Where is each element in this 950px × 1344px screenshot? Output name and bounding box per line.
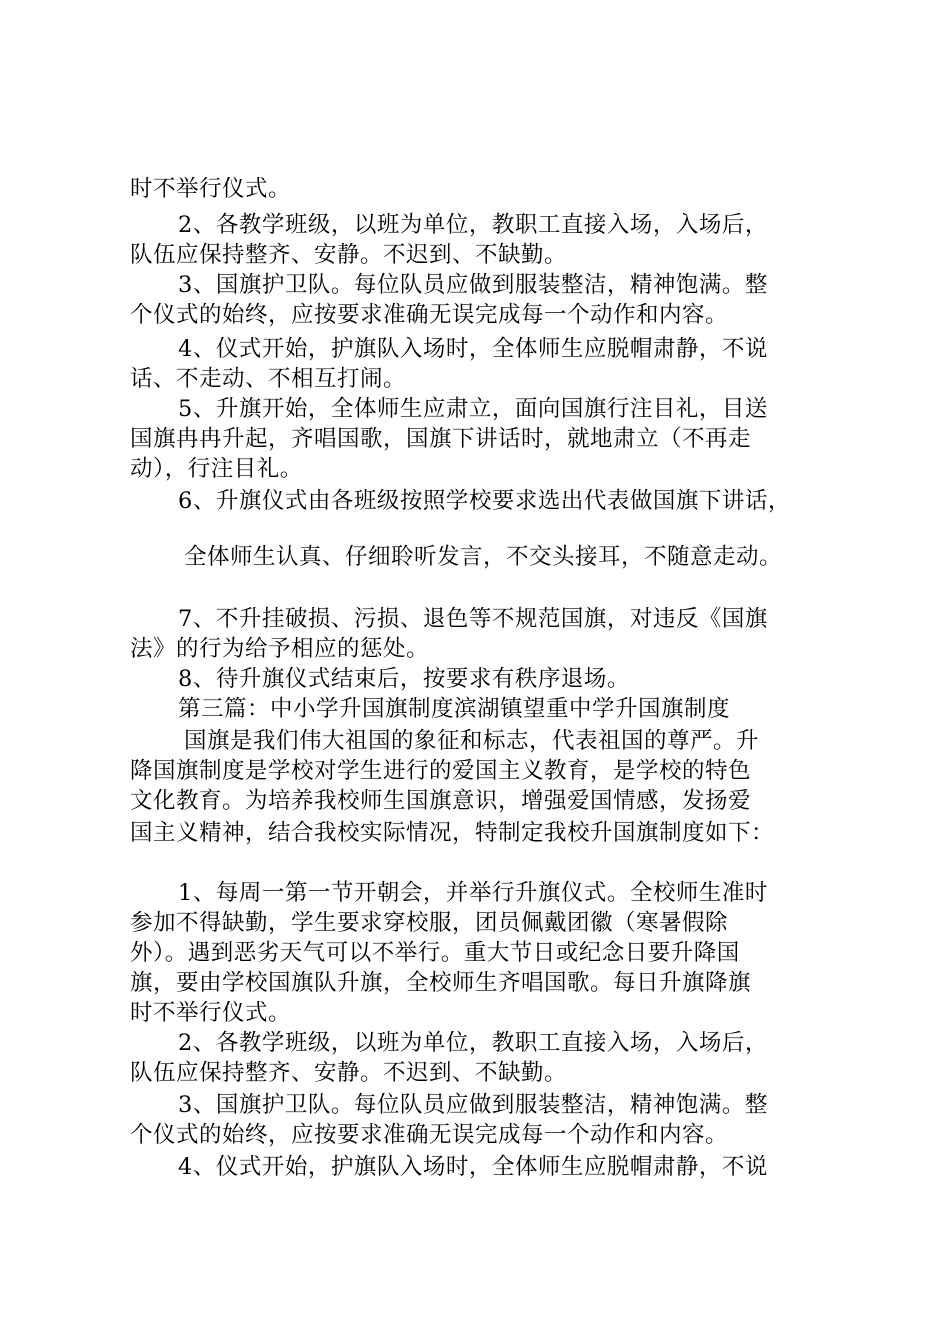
section-heading: 第三篇：中小学升国旗制度滨湖镇望重中学升国旗制度 [178, 696, 731, 722]
text-line: 旗，要由学校国旗队升旗，全校师生齐唱国歌。每日升旗降旗 [130, 970, 752, 996]
text-line: 2、各教学班级，以班为单位，教职工直接入场，入场后， [178, 1030, 768, 1056]
text-line: 4、仪式开始，护旗队入场时，全体师生应脱帽肃静，不说 [178, 1154, 768, 1180]
text-line: 时不举行仪式。 [130, 176, 292, 202]
text-line: 话、不走动、不相互打闹。 [130, 366, 407, 392]
text-line: 5、升旗开始，全体师生应肃立，面向国旗行注目礼，目送 [178, 396, 768, 422]
text-line: 2、各教学班级，以班为单位，教职工直接入场，入场后， [178, 212, 768, 238]
text-line: 国主义精神，结合我校实际情况，特制定我校升国旗制度如下： [130, 820, 775, 846]
text-line: 个仪式的始终，应按要求准确无误完成每一个动作和内容。 [130, 302, 729, 328]
text-line: 8、待升旗仪式结束后，按要求有秩序退场。 [178, 666, 630, 692]
text-line: 参加不得缺勤，学生要求穿校服，团员佩戴团徽（寒暑假除 [130, 910, 729, 936]
text-line: 7、不升挂破损、污损、退色等不规范国旗，对违反《国旗 [178, 606, 768, 632]
text-line: 降国旗制度是学校对学生进行的爱国主义教育，是学校的特色 [130, 758, 752, 784]
text-line: 队伍应保持整齐、安静。不迟到、不缺勤。 [130, 242, 568, 268]
text-line: 外）。遇到恶劣天气可以不举行。重大节日或纪念日要升降国 [130, 940, 740, 966]
text-line: 3、国旗护卫队。每位队员应做到服装整洁，精神饱满。整 [178, 272, 768, 298]
text-line: 时不举行仪式。 [130, 1000, 292, 1026]
text-line: 国旗是我们伟大祖国的象征和标志，代表祖国的尊严。升 [184, 728, 760, 754]
text-line: 文化教育。为培养我校师生国旗意识，增强爱国情感，发扬爱 [130, 788, 752, 814]
text-line: 6、升旗仪式由各班级按照学校要求选出代表做国旗下讲话， [178, 488, 791, 514]
text-line: 3、国旗护卫队。每位队员应做到服装整洁，精神饱满。整 [178, 1092, 768, 1118]
text-line: 法》的行为给予相应的惩处。 [130, 636, 430, 662]
text-line: 1、每周一第一节开朝会，并举行升旗仪式。全校师生准时 [178, 880, 768, 906]
text-line: 队伍应保持整齐、安静。不迟到、不缺勤。 [130, 1060, 568, 1086]
text-line: 4、仪式开始，护旗队入场时，全体师生应脱帽肃静，不说 [178, 336, 768, 362]
text-line: 全体师生认真、仔细聆听发言，不交头接耳，不随意走动。 [184, 544, 783, 570]
text-line: 动），行注目礼。 [130, 456, 303, 482]
text-line: 国旗冉冉升起，齐唱国歌，国旗下讲话时，就地肃立（不再走 [130, 426, 752, 452]
text-line: 个仪式的始终，应按要求准确无误完成每一个动作和内容。 [130, 1122, 729, 1148]
